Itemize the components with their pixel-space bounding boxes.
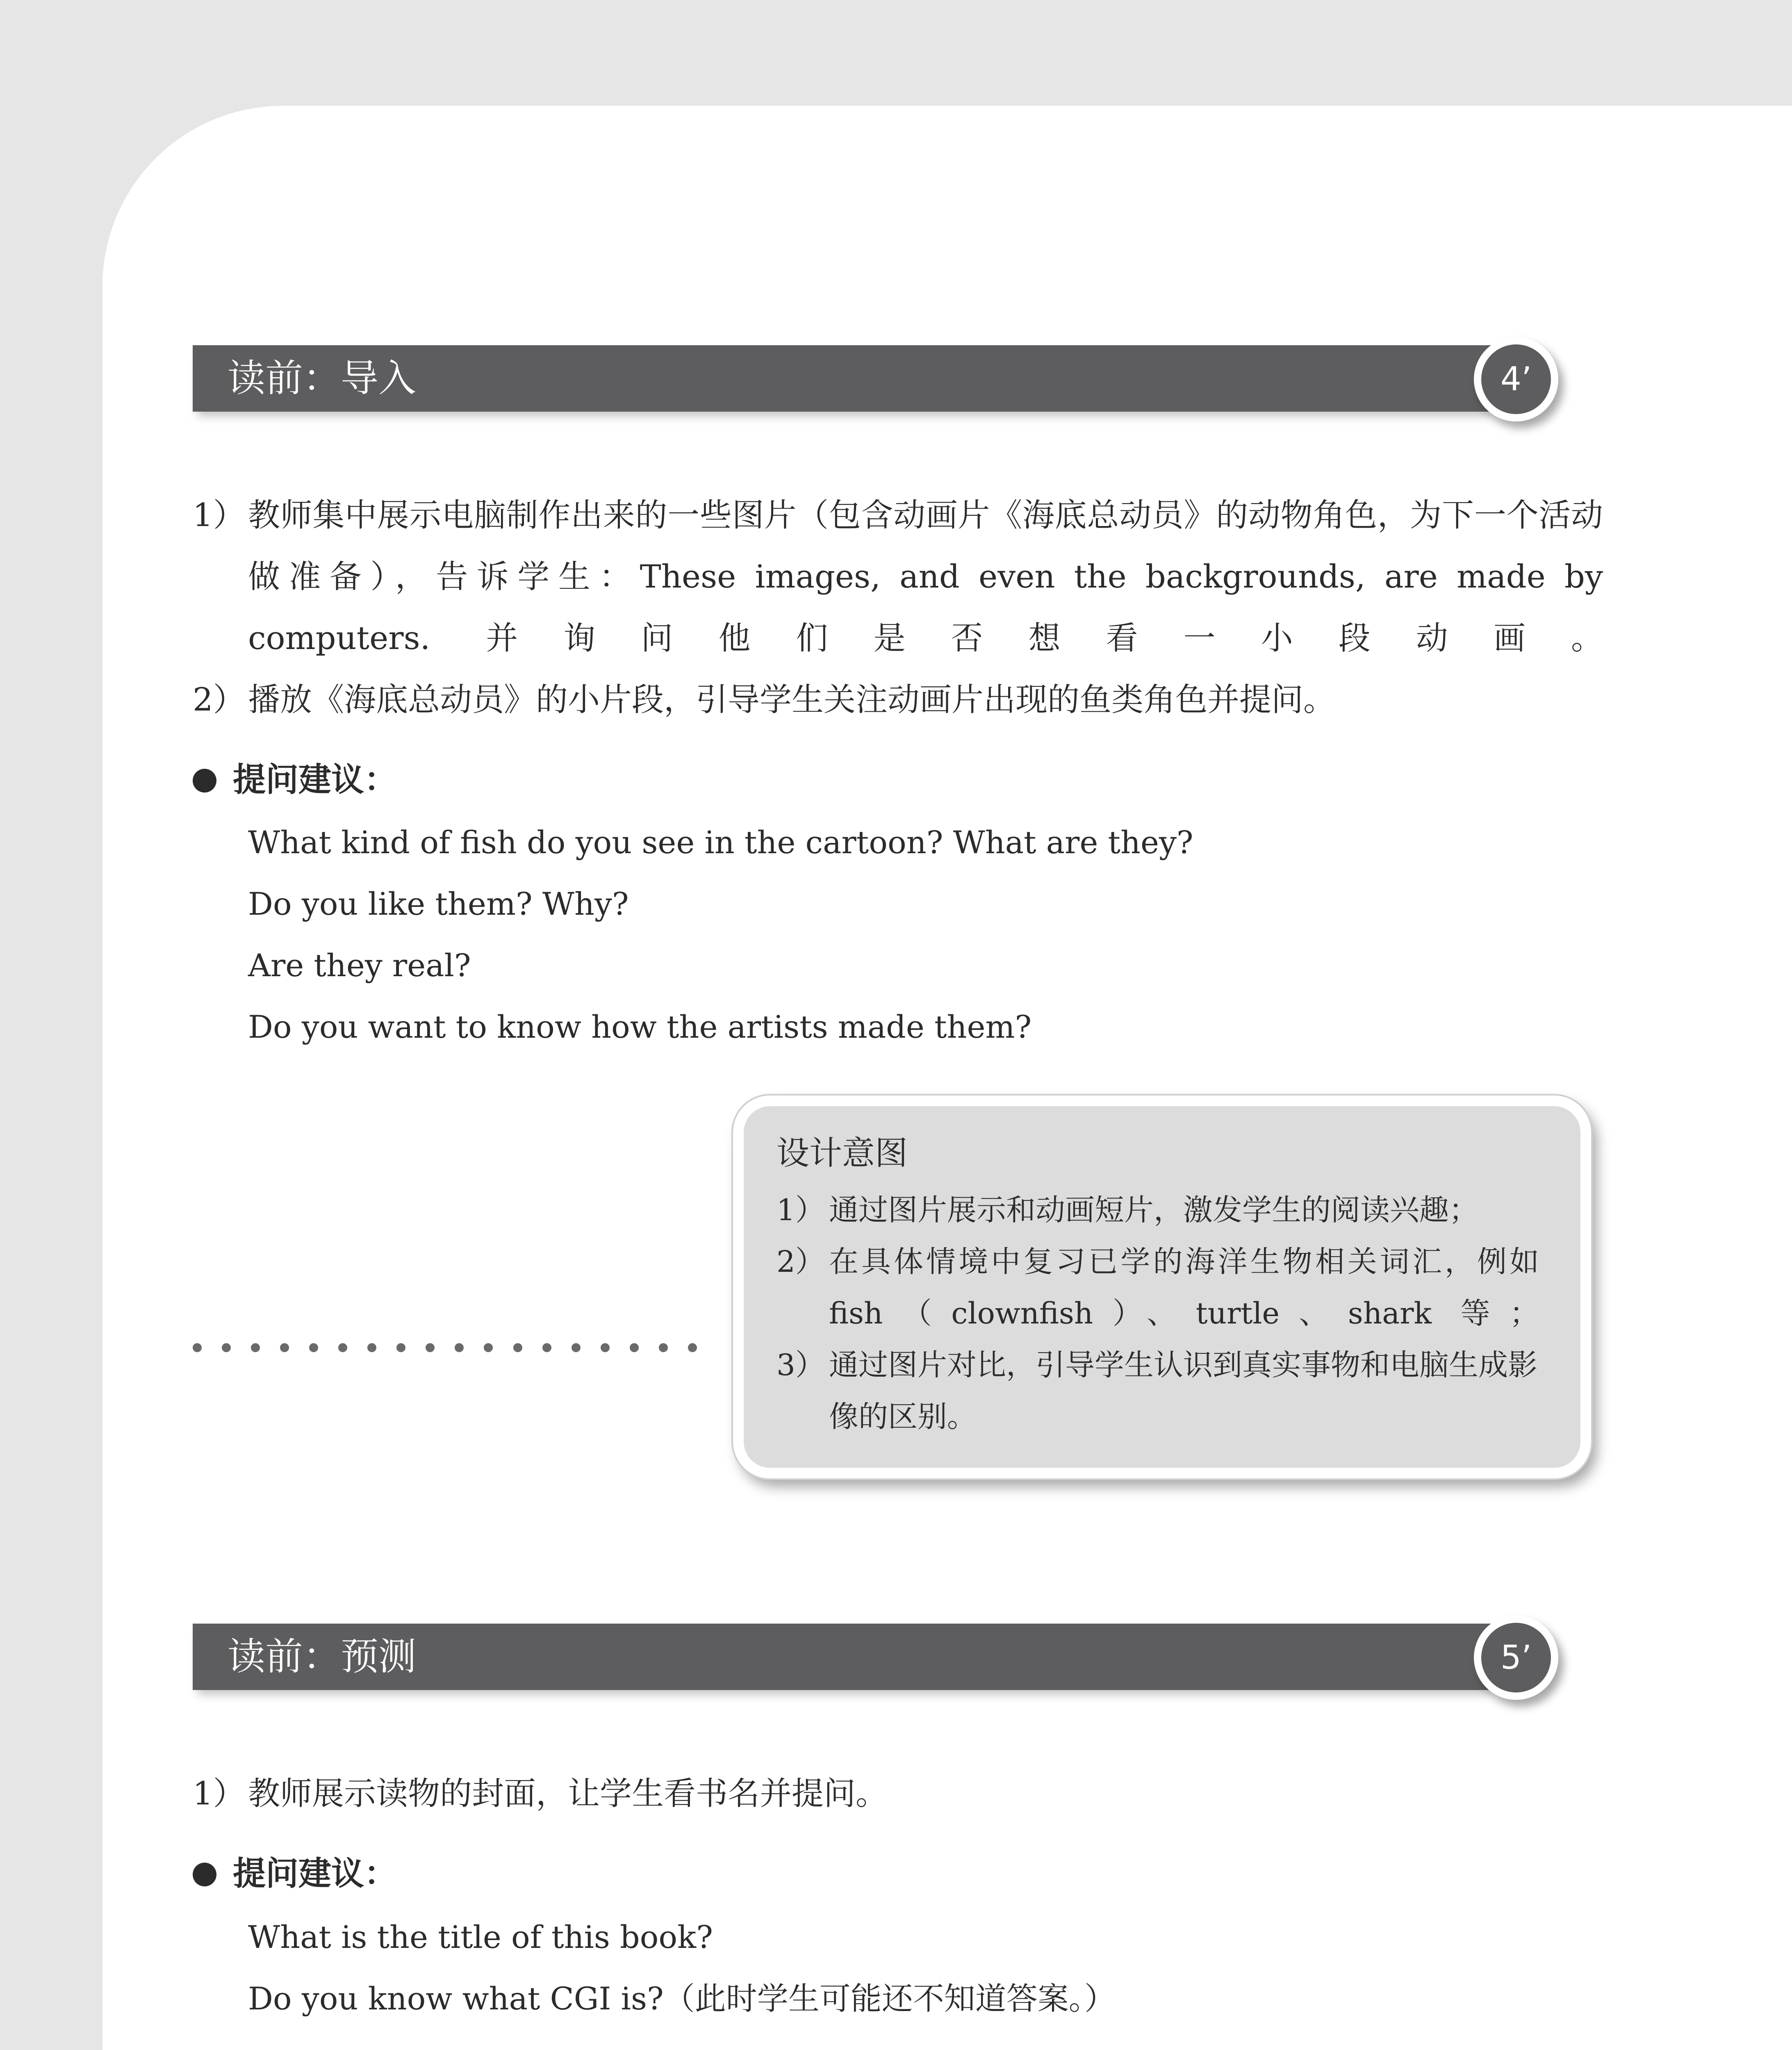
item-number: 3） bbox=[776, 1348, 825, 1382]
dot bbox=[251, 1343, 260, 1352]
question-item: Do you know what CGI is?（此时学生可能还不知道答案。） bbox=[248, 1980, 1116, 2017]
dot bbox=[338, 1343, 347, 1352]
dot bbox=[542, 1343, 551, 1352]
dot bbox=[367, 1343, 376, 1352]
dot bbox=[396, 1343, 405, 1352]
item-number: 1） bbox=[776, 1193, 825, 1227]
question-item: Do you like them? Why? bbox=[248, 886, 629, 922]
design-intent-item bbox=[776, 1236, 1539, 1339]
dot bbox=[601, 1343, 610, 1352]
label-text: 提问建议： bbox=[233, 1854, 397, 1893]
step-text: 教师集中展示电脑制作出来的一些图片（包含动画片《海底总动员》的动物角色，为下一个活动做准备），告诉学生：These images, and even the backgrounds, are made by computers. 并询问他们是否想看一小段动画。 bbox=[248, 497, 1603, 657]
section-header-intro bbox=[193, 345, 1496, 412]
dot bbox=[193, 1343, 202, 1352]
dotted-leader bbox=[193, 1342, 697, 1354]
design-intent-item bbox=[776, 1339, 1539, 1442]
step-1 bbox=[193, 1763, 1603, 1824]
dot bbox=[484, 1343, 493, 1352]
step-2 bbox=[193, 2048, 1603, 2050]
dot bbox=[426, 1343, 435, 1352]
section-title: 读前：预测 bbox=[228, 1635, 417, 1679]
question-suggestion-label bbox=[193, 755, 397, 804]
step-text: 教师展示读物的封面，让学生看书名并提问。 bbox=[248, 1775, 888, 1812]
bullet-icon bbox=[193, 1863, 216, 1886]
question-item: Do you want to know how the artists made them? bbox=[248, 1009, 1032, 1045]
dot bbox=[513, 1343, 522, 1352]
time-badge: 4’ bbox=[1474, 337, 1558, 421]
question-item: What is the title of this book? bbox=[248, 1919, 713, 1955]
step-1 bbox=[193, 485, 1603, 669]
dot bbox=[630, 1343, 639, 1352]
item-number: 2） bbox=[776, 1244, 825, 1279]
question-suggestion-label bbox=[193, 1849, 397, 1898]
question-item: What kind of fish do you see in the cartoon? What are they? bbox=[248, 824, 1193, 861]
section-title: 读前：导入 bbox=[228, 356, 417, 400]
question-item: Are they real? bbox=[248, 947, 471, 984]
step-text: 播放《海底总动员》的小片段，引导学生关注动画片出现的鱼类角色并提问。 bbox=[248, 681, 1336, 718]
step-2 bbox=[193, 669, 1603, 731]
dot bbox=[688, 1343, 697, 1352]
dot bbox=[572, 1343, 581, 1352]
item-text: 通过图片对比，引导学生认识到真实事物和电脑生成影像的区别。 bbox=[829, 1348, 1538, 1434]
dot bbox=[309, 1343, 318, 1352]
bullet-icon bbox=[193, 769, 216, 793]
step-number: 1） bbox=[193, 1775, 245, 1812]
dot bbox=[455, 1343, 464, 1352]
dot bbox=[659, 1343, 668, 1352]
dot bbox=[222, 1343, 231, 1352]
step-text bbox=[248, 2048, 1603, 2050]
design-intent-item bbox=[776, 1184, 1539, 1236]
design-intent-box bbox=[733, 1096, 1591, 1478]
item-text: 通过图片展示和动画短片，激发学生的阅读兴趣； bbox=[829, 1193, 1479, 1227]
dot bbox=[280, 1343, 289, 1352]
label-text: 提问建议： bbox=[233, 761, 397, 799]
section-header-predict bbox=[193, 1624, 1496, 1690]
step-number: 1） bbox=[193, 497, 245, 534]
design-intent-title: 设计意图 bbox=[776, 1134, 908, 1172]
step-number bbox=[193, 2048, 245, 2050]
time-badge: 5’ bbox=[1474, 1615, 1558, 1700]
step-number: 2） bbox=[193, 681, 245, 718]
item-text: 在具体情境中复习已学的海洋生物相关词汇，例如 fish（clownfish）、turtle、shark 等； bbox=[829, 1244, 1539, 1330]
